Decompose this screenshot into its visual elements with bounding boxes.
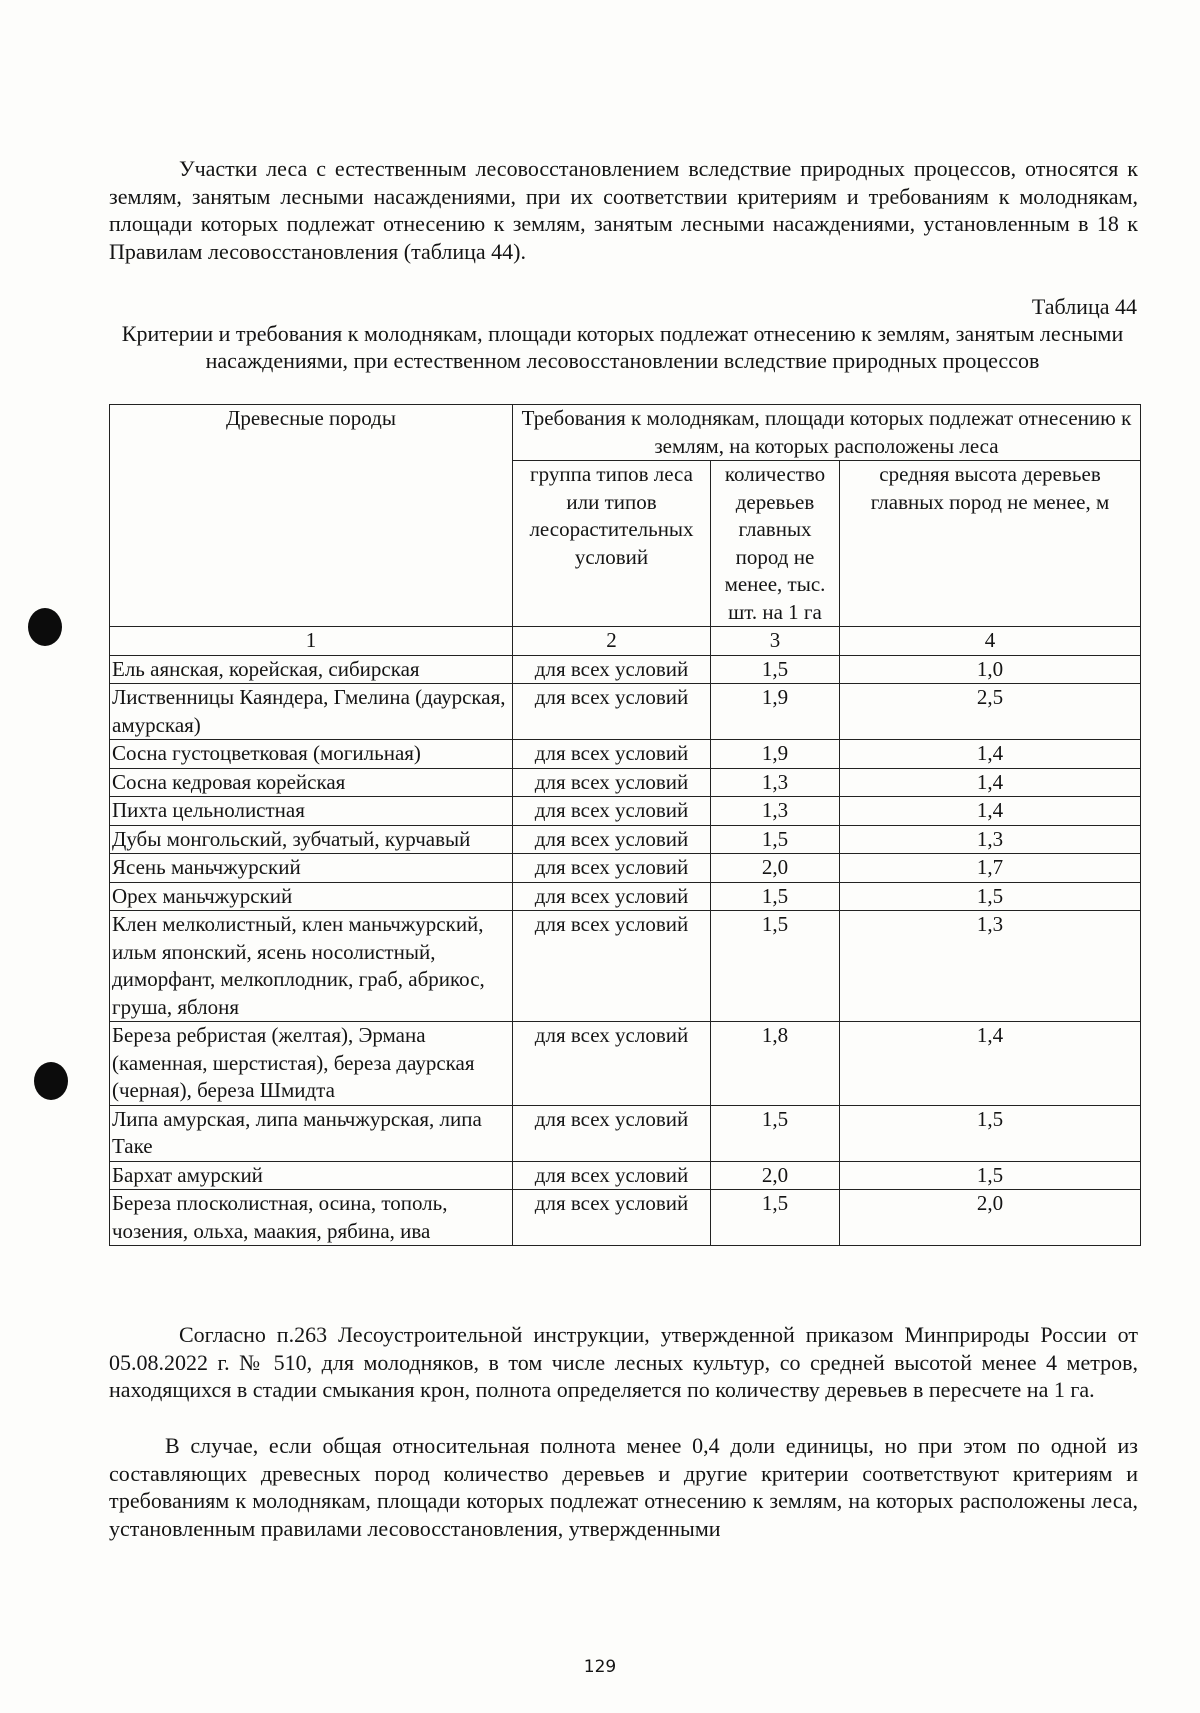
species-cell: Орех маньчжурский [110,882,513,911]
column-number: 4 [840,627,1141,656]
header-avg-height: средняя высота деревьев главных пород не менее, м [840,461,1141,627]
table-row [110,825,1141,854]
height-cell: 2,0 [840,1190,1141,1246]
group-cell: для всех условий [513,655,711,684]
count-cell: 1,5 [711,911,840,1022]
group-cell: для всех условий [513,854,711,883]
count-cell: 2,0 [711,1161,840,1190]
count-cell: 1,9 [711,740,840,769]
species-cell: Пихта цельнолистная [110,797,513,826]
table-row [110,1161,1141,1190]
paragraph-instruction-text: Согласно п.263 Лесоустроительной инструкции, утвержденной приказом Минприроды России от 05.08.2022 г. № 510, для молодняков, в том числе лесных культур, со средней высотой менее 4 метров, находящихся в стадии смыкания крон, полнота определяется по количеству деревьев в пересчете на 1 га. [109,1322,1138,1402]
table-row [110,655,1141,684]
height-cell: 1,5 [840,1161,1141,1190]
species-cell: Ясень маньчжурский [110,854,513,883]
group-cell: для всех условий [513,1022,711,1106]
column-number: 2 [513,627,711,656]
table-row [110,684,1141,740]
species-cell: Ель аянская, корейская, сибирская [110,655,513,684]
column-number: 1 [110,627,513,656]
count-cell: 1,3 [711,768,840,797]
height-cell: 1,4 [840,768,1141,797]
species-cell: Бархат амурский [110,1161,513,1190]
count-cell: 1,5 [711,655,840,684]
table-row [110,882,1141,911]
header-forest-group: группа типов леса или типов лесорастительных условий [513,461,711,627]
group-cell: для всех условий [513,882,711,911]
group-cell: для всех условий [513,1105,711,1161]
species-cell: Клен мелколистный, клен маньчжурский, ильм японский, ясень носолистный, диморфант, мелкоплодник, граб, абрикос, груша, яблоня [110,911,513,1022]
table-row [110,911,1141,1022]
species-cell: Дубы монгольский, зубчатый, курчавый [110,825,513,854]
height-cell: 2,5 [840,684,1141,740]
table-row [110,1105,1141,1161]
group-cell: для всех условий [513,740,711,769]
count-cell: 1,5 [711,1105,840,1161]
height-cell: 1,4 [840,797,1141,826]
column-number: 3 [711,627,840,656]
species-cell: Лиственницы Каяндера, Гмелина (даурская, амурская) [110,684,513,740]
table-row [110,1190,1141,1246]
table-row [110,1022,1141,1106]
punch-hole [28,608,62,646]
height-cell: 1,5 [840,1105,1141,1161]
count-cell: 1,9 [711,684,840,740]
header-species: Древесные породы [110,405,513,627]
table-row [110,797,1141,826]
species-cell: Береза плосколистная, осина, тополь, чозения, ольха, маакия, рябина, ива [110,1190,513,1246]
paragraph-density [109,1432,1138,1542]
group-cell: для всех условий [513,684,711,740]
table-title: Критерии и требования к молоднякам, площади которых подлежат отнесению к землям, занятым лесными насаждениями, при естественном лесовосстановлении вследствие природных процессов [121,321,1124,373]
height-cell: 1,3 [840,825,1141,854]
table-row [110,854,1141,883]
species-cell: Сосна густоцветковая (могильная) [110,740,513,769]
height-cell: 1,4 [840,1022,1141,1106]
species-cell: Липа амурская, липа маньчжурская, липа Таке [110,1105,513,1161]
count-cell: 1,3 [711,797,840,826]
page-number: 129 [583,1657,617,1677]
paragraph-density-text: В случае, если общая относительная полнота менее 0,4 доли единицы, но при этом по одной из составляющих древесных пород количество деревьев и другие критерии соответствуют критериям и требованиям к молоднякам, площади которых подлежат отнесению к землям, на которых расположены леса, установленным правилами лесовосстановления, утвержденными [109,1433,1138,1541]
height-cell: 1,5 [840,882,1141,911]
height-cell: 1,7 [840,854,1141,883]
requirements-table [109,404,1141,1246]
group-cell: для всех условий [513,797,711,826]
count-cell: 1,8 [711,1022,840,1106]
paragraph-intro-text: Участки леса с естественным лесовосстановлением вследствие природных процессов, относятся к землям, занятым лесными насаждениями, при их соответствии критериям и требованиям к молоднякам, площади которых подлежат отнесению к землям, занятым лесными насаждениями, установленным в 18 к Правилам лесовосстановления (таблица 44). [109,156,1138,264]
table-row [110,768,1141,797]
table-row [110,740,1141,769]
header-tree-count: количество деревьев главных пород не менее, тыс. шт. на 1 га [711,461,840,627]
height-cell: 1,0 [840,655,1141,684]
count-cell: 1,5 [711,825,840,854]
height-cell: 1,3 [840,911,1141,1022]
species-cell: Береза ребристая (желтая), Эрмана (каменная, шерстистая), береза даурская (черная), береза Шмидта [110,1022,513,1106]
header-requirements: Требования к молоднякам, площади которых подлежат отнесению к землям, на которых расположены леса [513,405,1141,461]
punch-hole [34,1062,68,1100]
paragraph-instruction [109,1321,1138,1404]
group-cell: для всех условий [513,1161,711,1190]
species-cell: Сосна кедровая корейская [110,768,513,797]
count-cell: 1,5 [711,882,840,911]
table-number: Таблица 44 [1031,294,1137,319]
group-cell: для всех условий [513,911,711,1022]
group-cell: для всех условий [513,825,711,854]
group-cell: для всех условий [513,1190,711,1246]
column-number-row [110,627,1141,656]
count-cell: 1,5 [711,1190,840,1246]
count-cell: 2,0 [711,854,840,883]
height-cell: 1,4 [840,740,1141,769]
paragraph-intro [109,155,1138,265]
group-cell: для всех условий [513,768,711,797]
